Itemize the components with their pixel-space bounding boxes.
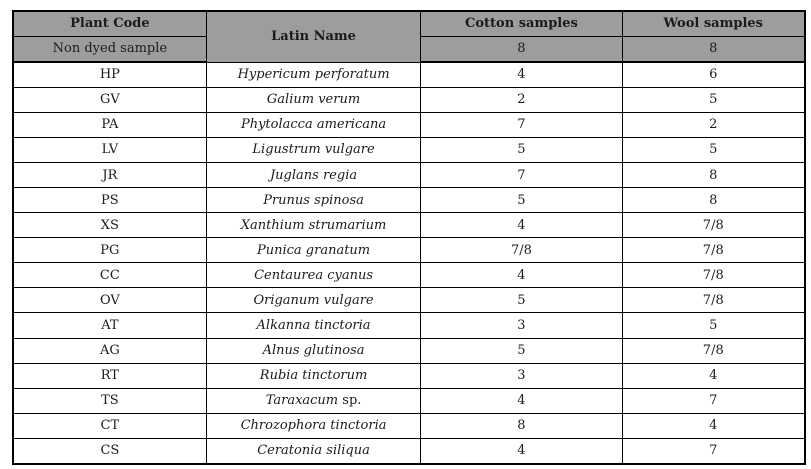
plant-code-cell: AT [13,313,206,338]
header-plant-code: Plant Code [13,11,206,37]
latin-name-cell [206,313,421,338]
table-row [13,188,805,213]
plant-code-cell: GV [13,88,206,113]
plant-code-cell: HP [13,62,206,88]
wool-samples-cell: 2 [622,113,805,138]
plant-code-cell: PA [13,113,206,138]
latin-name-cell [206,113,421,138]
table-row [13,238,805,263]
latin-name-cell [206,62,421,88]
latin-name-suffix: sp. [338,392,362,408]
samples-table-container [12,10,806,465]
latin-name-cell [206,213,421,238]
non-dyed-sample-label: Non dyed sample [13,37,206,63]
cotton-samples-cell: 5 [421,138,622,163]
table-row [13,88,805,113]
wool-samples-cell: 7/8 [622,338,805,363]
plant-code-cell: PS [13,188,206,213]
cotton-samples-cell: 7/8 [421,238,622,263]
latin-name-italic: Phytolacca americana [240,117,387,133]
wool-samples-cell: 7/8 [622,263,805,288]
table-row [13,138,805,163]
latin-name-italic: Galium verum [266,92,361,108]
cotton-samples-cell: 4 [421,388,622,413]
table-header-row [13,11,805,37]
plant-code-cell: XS [13,213,206,238]
cotton-samples-cell: 7 [421,113,622,138]
table-row [13,388,805,413]
latin-name-cell [206,363,421,388]
plant-code-cell: LV [13,138,206,163]
plant-code-cell: TS [13,388,206,413]
wool-samples-cell: 7/8 [622,288,805,313]
wool-samples-cell: 7/8 [622,213,805,238]
latin-name-cell [206,388,421,413]
plant-code-cell: CS [13,438,206,464]
latin-name-italic: Alnus glutinosa [262,342,365,358]
latin-name-italic: Taraxacum [265,392,339,408]
wool-samples-cell: 4 [622,413,805,438]
latin-name-italic: Prunus spinosa [263,192,364,208]
latin-name-italic: Alkanna tinctoria [256,317,371,333]
cotton-samples-cell: 4 [421,213,622,238]
latin-name-cell [206,188,421,213]
latin-name-cell [206,338,421,363]
samples-table [12,10,806,465]
latin-name-italic: Ceratonia siliqua [257,443,370,459]
plant-code-cell: CC [13,263,206,288]
cotton-samples-cell: 5 [421,338,622,363]
latin-name-cell [206,138,421,163]
table-row [13,413,805,438]
table-row [13,113,805,138]
cotton-samples-cell: 4 [421,62,622,88]
cotton-samples-cell: 3 [421,313,622,338]
latin-name-cell [206,238,421,263]
latin-name-italic: Rubia tinctorum [259,367,368,383]
wool-samples-cell: 4 [622,363,805,388]
cotton-samples-cell: 4 [421,438,622,464]
latin-name-cell [206,263,421,288]
plant-code-cell: RT [13,363,206,388]
latin-name-italic: Origanum vulgare [253,292,374,308]
plant-code-cell: PG [13,238,206,263]
table-row [13,363,805,388]
latin-name-italic: Chrozophora tinctoria [240,417,387,433]
table-row [13,213,805,238]
latin-name-cell [206,438,421,464]
table-row [13,338,805,363]
table-row [13,62,805,88]
wool-samples-cell: 8 [622,188,805,213]
wool-samples-cell: 5 [622,88,805,113]
cotton-samples-cell: 8 [421,413,622,438]
table-row [13,288,805,313]
cotton-samples-cell: 2 [421,88,622,113]
table-row [13,163,805,188]
wool-samples-cell: 6 [622,62,805,88]
latin-name-cell [206,163,421,188]
table-row [13,313,805,338]
latin-name-italic: Centaurea cyanus [254,267,374,283]
cotton-samples-cell: 5 [421,288,622,313]
latin-name-italic: Ligustrum vulgare [252,142,375,158]
cotton-samples-cell: 4 [421,263,622,288]
plant-code-cell: OV [13,288,206,313]
latin-name-cell [206,288,421,313]
plant-code-cell: CT [13,413,206,438]
latin-name-italic: Juglans regia [269,167,358,183]
table-row [13,263,805,288]
header-latin-name: Latin Name [206,11,421,62]
latin-name-italic: Hypericum perforatum [237,67,390,83]
cotton-samples-cell: 5 [421,188,622,213]
cotton-samples-cell: 7 [421,163,622,188]
plant-code-cell: AG [13,338,206,363]
latin-name-cell [206,413,421,438]
latin-name-italic: Xanthium strumarium [240,217,387,233]
wool-samples-cell: 5 [622,138,805,163]
wool-samples-cell: 7 [622,388,805,413]
header-wool-samples: Wool samples [622,11,805,37]
wool-samples-cell: 7 [622,438,805,464]
latin-name-italic: Punica granatum [256,242,371,258]
wool-samples-cell: 5 [622,313,805,338]
latin-name-cell [206,88,421,113]
header-cotton-samples: Cotton samples [421,11,622,37]
plant-code-cell: JR [13,163,206,188]
wool-samples-cell: 7/8 [622,238,805,263]
cotton-samples-cell: 3 [421,363,622,388]
non-dyed-wool-value: 8 [622,37,805,63]
table-row [13,438,805,464]
wool-samples-cell: 8 [622,163,805,188]
non-dyed-cotton-value: 8 [421,37,622,63]
